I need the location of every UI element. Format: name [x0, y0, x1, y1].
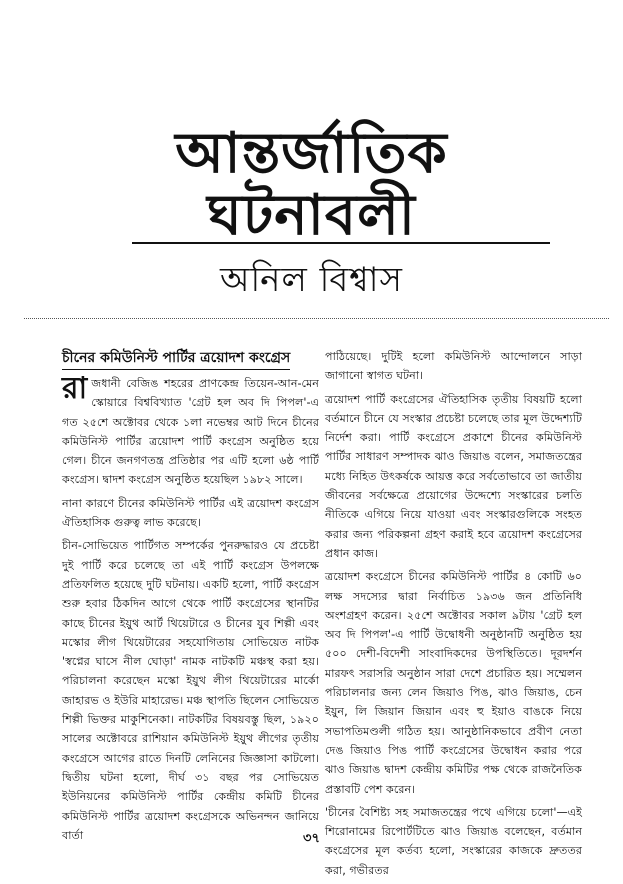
drop-cap: রা: [62, 371, 88, 406]
paragraph-1: [62, 371, 319, 490]
title-rule-divider: [132, 242, 550, 244]
paragraph-3: চীন-সোভিয়েত পার্টিগত সম্পর্কের পুনরুদ্ধারও যে প্রচেষ্টা দুই পার্টি করে চলেছে তা এই পার্টি কংগ্রেস উপলক্ষে প্রতিফলিত হয়েছে দুটি ঘটনায়। একটি হলো, পার্টি কংগ্রেস শুরু হবার ঠিকদিন আগে থেকে পার্টি কংগ্রেসের স্থানটির কাছে চীনের ইয়ুথ আর্ট থিয়েটারে ও চীনের যুব শিল্পী এবং মস্কোর লীগ থিয়েটারের সহযোগিতায় সোভিয়েত নাটক 'স্বপ্নের ঘাসে নীল ঘোড়া' নামক নাটকটি মঞ্চস্থ করা হয়। পরিচালনা করেছেন মস্কো ইয়ুথ লীগ থিয়েটারের মার্কো জাহারভ ও ইউরি মাহারেভ। মঞ্চ স্থাপতি ছিলেন সোভিয়েত শিল্পী ভিক্তর মাকুশিনেকা। নাটকটির বিষয়বস্তু ছিল, ১৯২০ সালের অক্টোবরে রাশিয়ান কমিউনিস্ট ইয়ুথ লীগের তৃতীয় কংগ্রেসে আগের রাতে দিনটি লেনিনের জিজ্ঞাসা কাটলো। দ্বিতীয় ঘটনা হলো, দীর্ঘ ৩১ বছর পর সোভিয়েত ইউনিয়নের কমিউনিস্ট পার্টির কেন্দ্রীয় কমিটি চীনের কমিউনিস্ট পার্টির ত্রয়োদশ কংগ্রেসকে অভিনন্দন জানিয়ে বার্তা: [62, 539, 319, 842]
article-heading: চীনের কমিউনিস্ট পার্টির ত্রয়োদশ কংগ্রেস: [62, 347, 290, 370]
paragraph-6: ত্রয়োদশ কংগ্রেসে চীনের কমিউনিস্ট পার্টির ৪ কোটি ৬০ লক্ষ সদস্যের দ্বারা নির্বাচিত ১৯৩৬ জন প্রতিনিধি অংশগ্রহণ করেন। ২৫শে অক্টোবর সকাল ৯টায় 'গ্রেট হল অব দি পিপল'-এ পার্টি উদ্বোধনী অনুষ্ঠানটি অনুষ্ঠিত হয় ৫০০ দেশী-বিদেশী সাংবাদিকদের উপস্থিতিতে। দূরদর্শন মারফৎ সরাসরি অনুষ্ঠান সারা দেশে প্রচারিত হয়। সম্মেলন পরিচালনার জন্য লেন জিয়াও পিঙ, ঝাও জিয়াঙ, চেন ইয়ুন, লি জিয়ান জিয়ান এবং হু ইয়াও বাঙকে নিয়ে সভাপতিমণ্ডলী গঠিত হয়। আনুষ্ঠানিকভাবে প্রবীণ নেতা দেঙ জিয়াও পিঙ পার্টি কংগ্রেসের উদ্বোধন করার পরে ঝাও জিয়াঙ দ্বাদশ কেন্দ্রীয় কমিটির পক্ষ থেকে রাজনৈতিক প্রস্তাবটি পেশ করেন।: [325, 570, 582, 796]
left-column: [62, 347, 319, 849]
masthead: [0, 121, 623, 248]
paragraph-7: 'চীনের বৈশিষ্ট্য সহ সমাজতন্ত্রের পথে এগিয়ে চলো'—এই শিরোনামের রিপোর্টটিতে ঝাও জিয়াঙ বলেছেন, বর্তমান কংগ্রেসের মূল কর্তব্য হলো, সংস্কারের কাজকে দ্রুততর করা, গভীরতর: [325, 805, 582, 877]
author-name: অনিল বিশ্বাস: [220, 260, 403, 300]
masthead-title-line1: আন্তর্জাতিক: [175, 121, 448, 186]
paragraph-4: পাঠিয়েছে। দুটিই হলো কমিউনিস্ট আন্দোলনে সাড়া জাগানো স্বাগত ঘটনা।: [325, 350, 582, 383]
right-column: [325, 347, 582, 884]
paragraph-5: ত্রয়োদশ পার্টি কংগ্রেসের ঐতিহাসিক তৃতীয় বিষয়টি হলো বর্তমানে চীনে যে সংস্কার প্রচেষ্টা চলেছে তার মূল উদ্দেশ্যটি নির্দেশ করা। পার্টি কংগ্রেসে প্রকাশে চীনের কমিউনিস্ট পার্টির সাধারণ সম্পাদক ঝাও জিয়াঙ বলেন, সমাজতন্ত্রের মধ্যে নিহিত উৎকর্ষকে আয়ত্ত করে সর্বতোভাবে তা জাতীয় জীবনের সর্বক্ষেত্রে প্রয়োগের উদ্দেশ্যে সংস্কারের চলতি নীতিকে এগিয়ে নিয়ে যাওয়া এবং সংস্কারগুলিকে সংহত করার জন্য পরিকল্পনা গ্রহণ করাই হবে ত্রয়োদশ কংগ্রেসের প্রধান কাজ।: [325, 392, 582, 560]
paragraph-2: নানা কারণে চীনের কমিউনিস্ট পার্টির এই ত্রয়োদশ কংগ্রেস ঐতিহাসিক গুরুত্ব লাভ করেছে।: [62, 496, 319, 530]
scan-noise-divider: [24, 318, 609, 325]
masthead-title-line2: ঘটনাবলী: [207, 183, 416, 248]
paragraph-1-text: জধানী বেজিঙ শহরের প্রাণকেন্দ্র তিয়েন-আন-মেন স্কোয়ারে বিশ্ববিখ্যাত 'গ্রেট হল অব দি পিপল'-এ গত ২৫শে অক্টোবর থেকে ১লা নভেম্বর আট দিনে চীনের কমিউনিস্ট পার্টির ত্রয়োদশ পার্টি কংগ্রেস অনুষ্ঠিত হয়ে গেল। চীনে জনগণতন্ত্র প্রতিষ্ঠার পর এটি হলো ৬ষ্ঠ পার্টি কংগ্রেস। দ্বাদশ কংগ্রেস অনুষ্ঠিত হয়েছিল ১৯৮২ সালে।: [62, 377, 319, 487]
page-number: ৩৭: [303, 831, 320, 846]
